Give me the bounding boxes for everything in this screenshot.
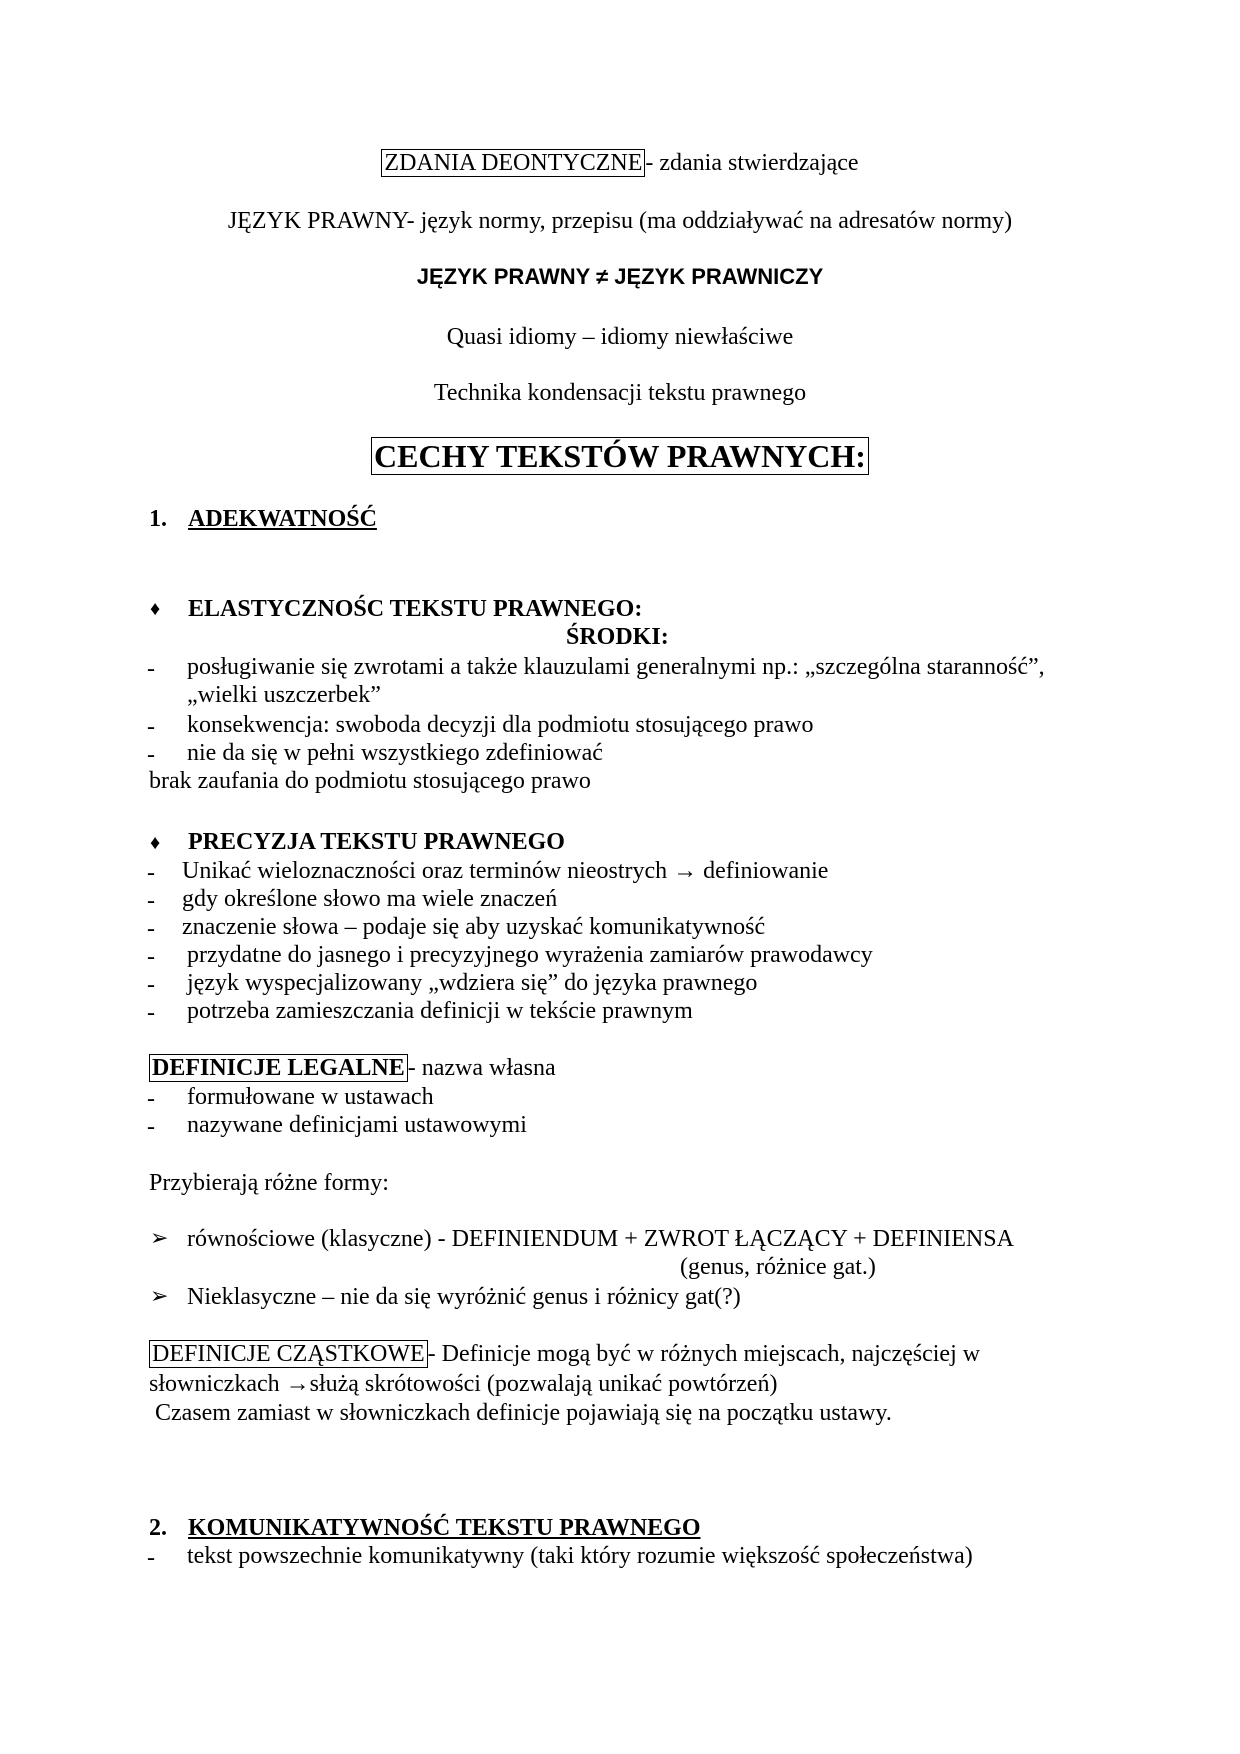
list-dash: -: [147, 916, 155, 942]
list-item: posługiwanie się zwrotami a także klauzulami generalnymi np.: „szczególna staranność”,: [187, 654, 1045, 680]
section-2-title: KOMUNIKATYWNOŚĆ TEKSTU PRAWNEGO: [188, 1515, 701, 1541]
partial-definitions-rest: - Definicje mogą być w różnych miejscach, najczęściej w: [427, 1341, 981, 1367]
elasticity-trailing: brak zaufania do podmiotu stosującego prawo: [149, 768, 591, 794]
list-dash: -: [147, 656, 155, 682]
list-item: język wyspecjalizowany „wdziera się” do języka prawnego: [187, 970, 758, 996]
diamond-bullet-icon: ♦: [150, 598, 161, 620]
partial-definitions-line-3: Czasem zamiast w słowniczkach definicje pojawiają się na początku ustawy.: [149, 1400, 892, 1426]
legal-definitions-term: DEFINICJE LEGALNE: [149, 1054, 408, 1082]
list-dash: -: [147, 714, 155, 740]
list-item: nie da się w pełni wszystkiego zdefiniować: [187, 740, 603, 766]
legal-definitions-rest: - nazwa własna: [407, 1055, 556, 1081]
form-item: równościowe (klasyczne) - DEFINIENDUM + ZWROT ŁĄCZĄCY + DEFINIENSA: [187, 1226, 1014, 1252]
form-item: Nieklasyczne – nie da się wyróżnić genus i różnicy gat(?): [187, 1284, 741, 1310]
partial-definitions-term: DEFINICJE CZĄSTKOWE: [149, 1340, 428, 1368]
form-note: (genus, różnice gat.): [680, 1254, 876, 1280]
header-line-3: JĘZYK PRAWNY ≠ JĘZYK PRAWNICZY: [416, 264, 824, 289]
legal-definitions-line: [149, 1055, 556, 1083]
header-line-2: JĘZYK PRAWNY- język normy, przepisu (ma oddziaływać na adresatów normy): [227, 208, 1013, 234]
diamond-bullet-icon: ♦: [150, 832, 161, 854]
list-item: znaczenie słowa – podaje się aby uzyskać komunikatywność: [182, 914, 766, 940]
list-item: przydatne do jasnego i precyzyjnego wyrażenia zamiarów prawodawcy: [187, 942, 873, 968]
list-item-continuation: „wielki uszczerbek”: [187, 682, 381, 708]
list-dash: -: [147, 944, 155, 970]
list-item: konsekwencja: swoboda decyzji dla podmiotu stosującego prawo: [187, 712, 814, 738]
partial-definitions-line: [149, 1341, 980, 1369]
section-1-number: 1.: [149, 506, 167, 532]
list-item: formułowane w ustawach: [187, 1084, 434, 1110]
list-item: tekst powszechnie komunikatywny (taki który rozumie większość społeczeństwa): [187, 1543, 973, 1569]
elasticity-subtitle: ŚRODKI:: [566, 624, 669, 650]
list-item: Unikać wieloznaczności oraz terminów nieostrych → definiowanie: [182, 858, 829, 884]
list-dash: -: [147, 972, 155, 998]
list-dash: -: [147, 1545, 155, 1571]
elasticity-title: ELASTYCZNOŚC TEKSTU PRAWNEGO:: [188, 596, 643, 622]
arrowhead-bullet-icon: ➢: [150, 1226, 169, 1251]
header-line-1: [0, 150, 1240, 178]
list-dash: -: [147, 888, 155, 914]
forms-intro: Przybierają różne formy:: [149, 1170, 389, 1196]
deontic-rest: - zdania stwierdzające: [645, 150, 859, 176]
partial-definitions-line-2: słowniczkach →służą skrótowości (pozwalają unikać powtórzeń): [149, 1371, 778, 1397]
main-title: CECHY TEKSTÓW PRAWNYCH:: [371, 437, 869, 475]
list-dash: -: [147, 1000, 155, 1026]
list-item: nazywane definicjami ustawowymi: [187, 1112, 527, 1138]
header-line-5: Technika kondensacji tekstu prawnego: [433, 380, 807, 406]
list-dash: -: [147, 1086, 155, 1112]
list-dash: -: [147, 742, 155, 768]
list-dash: -: [147, 1114, 155, 1140]
list-item: potrzeba zamieszczania definicji w tekście prawnym: [187, 998, 693, 1024]
deontic-term: ZDANIA DEONTYCZNE: [381, 149, 645, 177]
section-2-number: 2.: [149, 1515, 167, 1541]
arrowhead-bullet-icon: ➢: [150, 1284, 169, 1309]
list-dash: -: [147, 860, 155, 886]
list-item: gdy określone słowo ma wiele znaczeń: [182, 886, 558, 912]
main-title-wrap: [0, 438, 1240, 475]
precision-title: PRECYZJA TEKSTU PRAWNEGO: [188, 829, 565, 855]
section-1-title: ADEKWATNOŚĆ: [188, 506, 377, 532]
header-line-4: Quasi idiomy – idiomy niewłaściwe: [446, 324, 794, 350]
